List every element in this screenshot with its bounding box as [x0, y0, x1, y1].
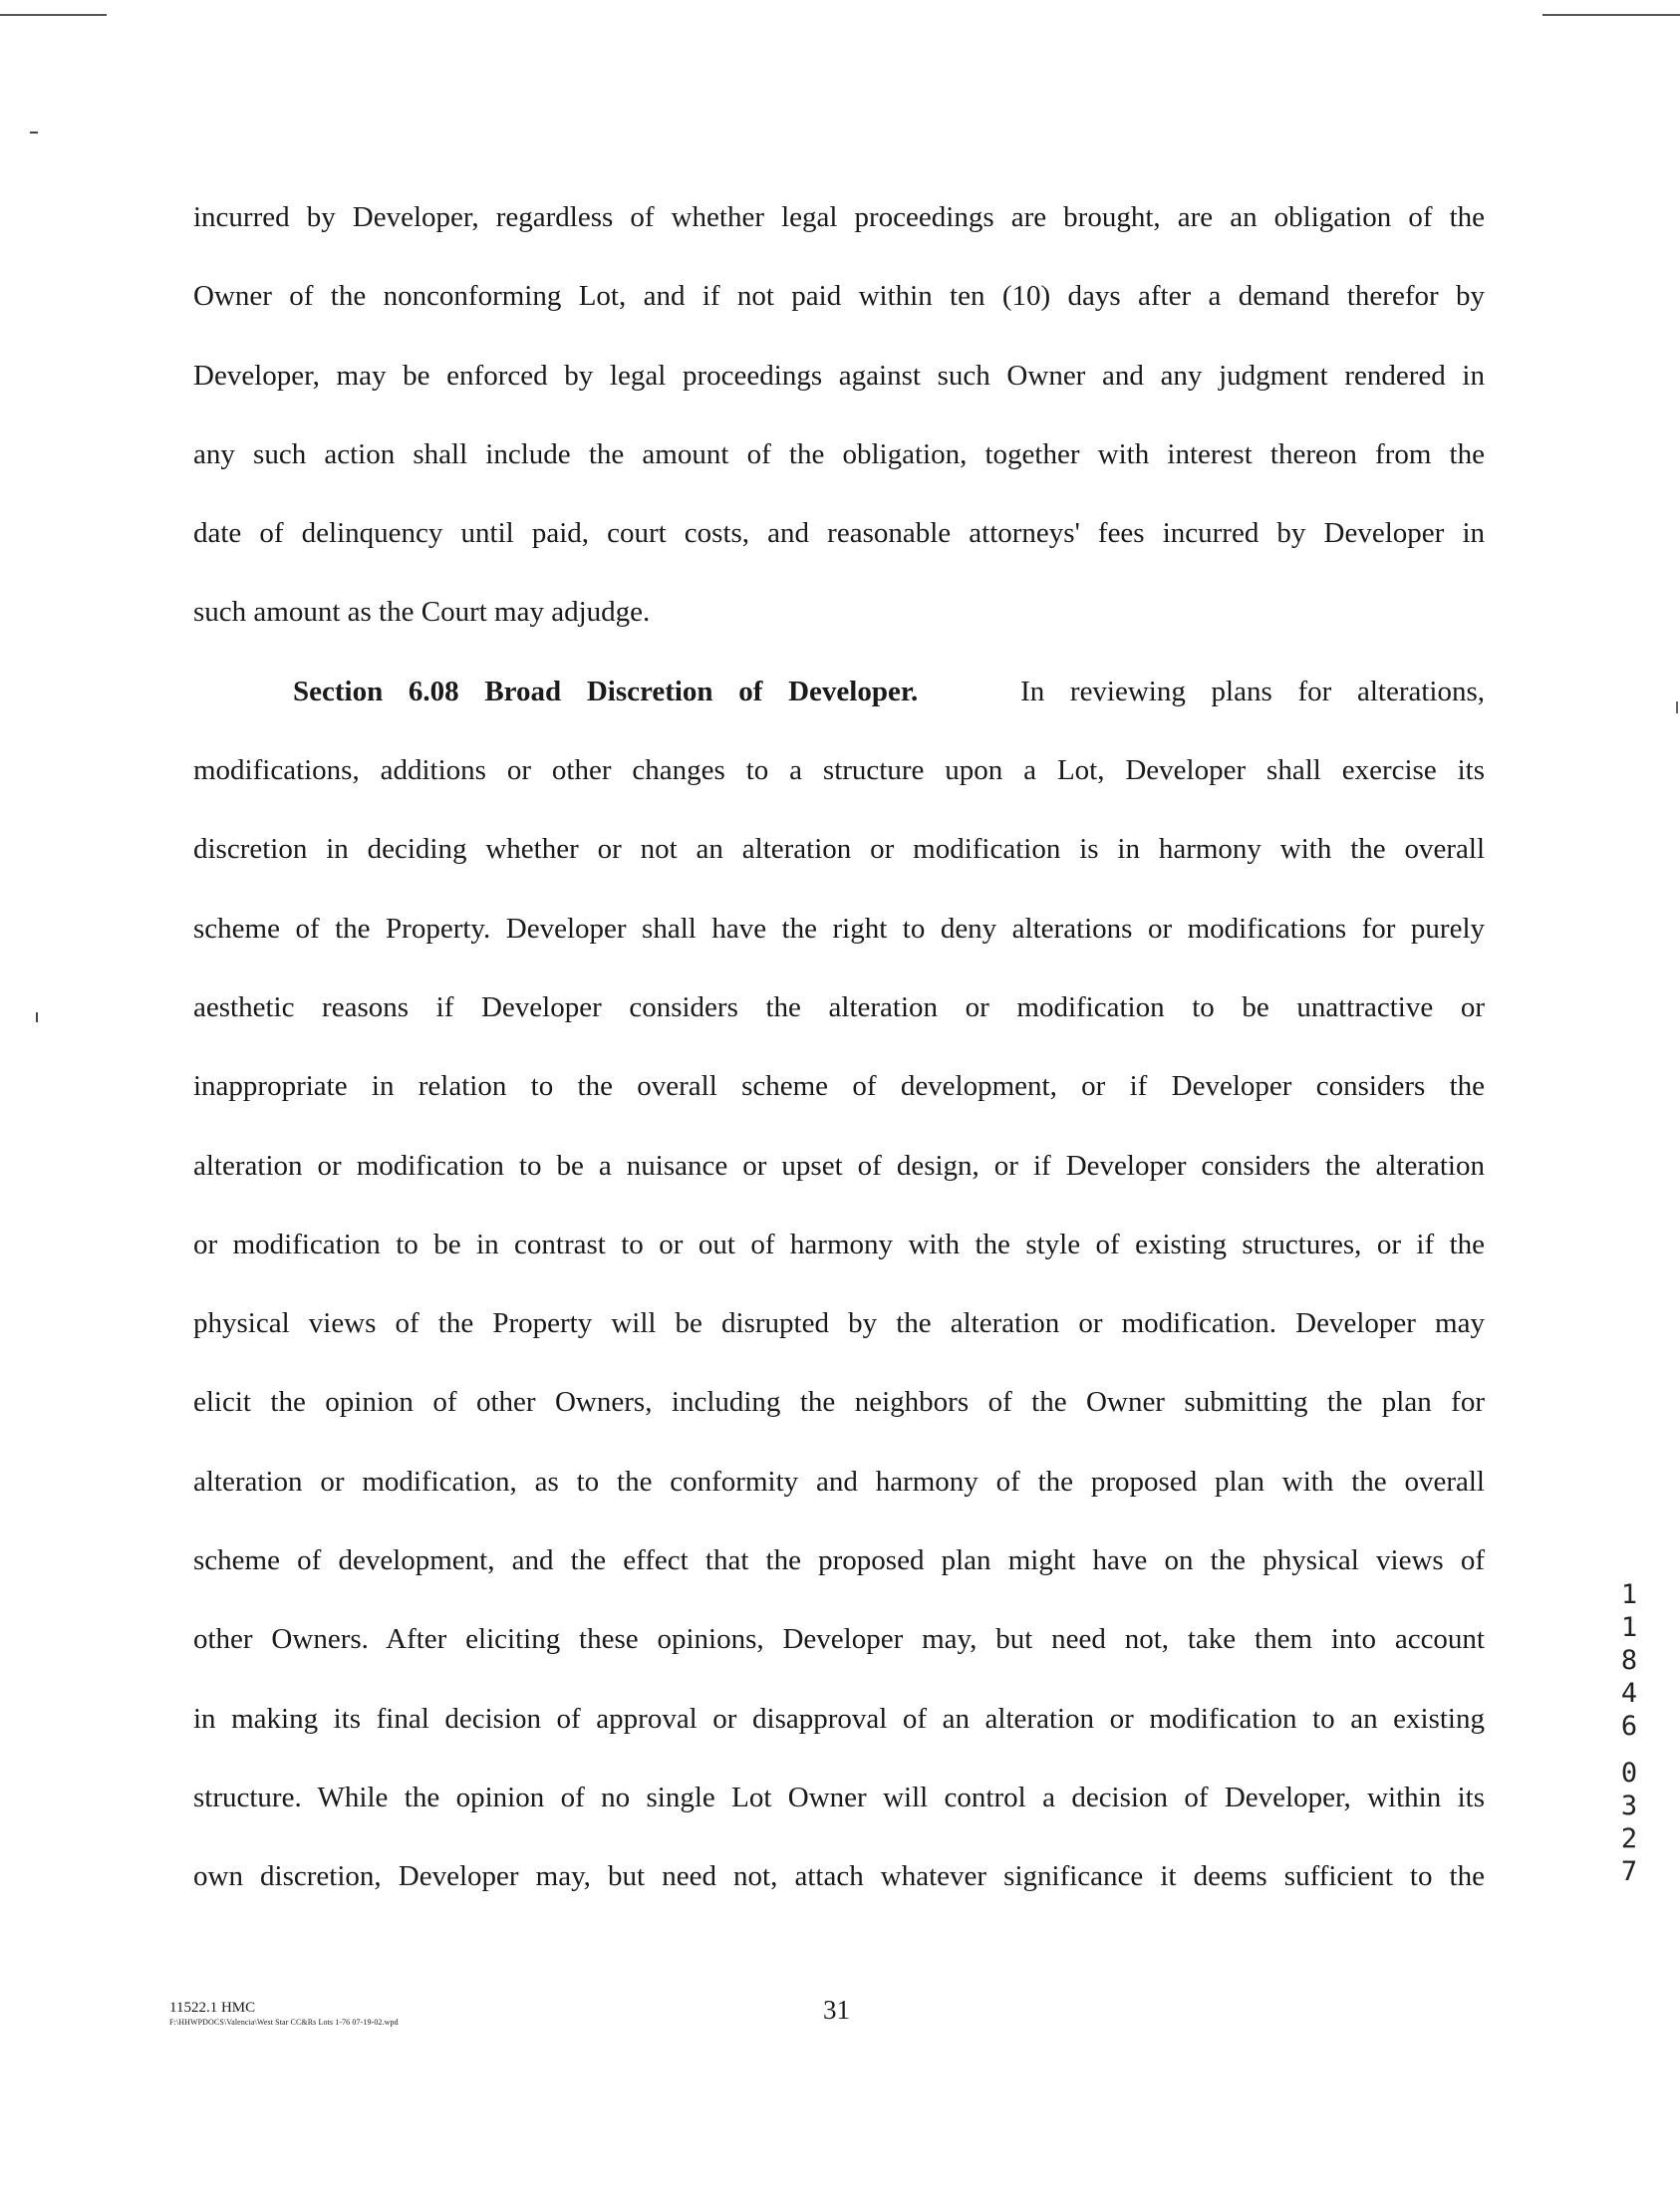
section-line: alteration or modification to be a nuisance or upset of design, or if Developer considers the alteration — [193, 1149, 1485, 1182]
section-line: discretion in deciding whether or not an alteration or modification is in harmony with the overall — [193, 833, 1485, 866]
section-line: other Owners. After eliciting these opinions, Developer may, but need not, take them into account — [193, 1623, 1485, 1656]
body-line: Developer, may be enforced by legal proceedings against such Owner and any judgment rendered in — [193, 359, 1485, 392]
page-number: 31 — [823, 1995, 850, 2025]
document-file-path: F:\HHWPDOCS\Valencia\West Star CC&Rs Lots 1-76 07-19-02.wpd — [169, 2018, 399, 2027]
stamp-digit: 1 — [1620, 1612, 1638, 1643]
body-line: such amount as the Court may adjudge. — [193, 596, 651, 629]
scan-mark — [36, 1012, 38, 1022]
stamp-digit: 1 — [1620, 1579, 1638, 1610]
margin-stamp-number — [1614, 1578, 1644, 1888]
scan-mark — [30, 132, 38, 134]
section-heading: Section 6.08 Broad Discretion of Developer. — [293, 675, 919, 707]
body-line: incurred by Developer, regardless of whether legal proceedings are brought, are an obligation of the — [193, 201, 1485, 233]
document-id: 11522.1 HMC — [169, 2000, 256, 2016]
stamp-digit: 2 — [1620, 1823, 1638, 1854]
section-line: elicit the opinion of other Owners, including the neighbors of the Owner submitting the plan for — [193, 1386, 1485, 1419]
section-line: inappropriate in relation to the overall scheme of development, or if Developer considers the — [193, 1070, 1485, 1103]
stamp-digit: 3 — [1620, 1791, 1638, 1821]
body-line: Owner of the nonconforming Lot, and if not paid within ten (10) days after a demand therefor by — [193, 280, 1485, 313]
stamp-digit: 6 — [1620, 1711, 1638, 1742]
section-first-line-text: In reviewing plans for alterations, — [1020, 675, 1485, 707]
footer-document-info — [169, 1999, 399, 2029]
section-line: or modification to be in contrast to or out of harmony with the style of existing structures, or if the — [193, 1228, 1485, 1260]
top-right-rule — [1542, 14, 1680, 16]
section-line: structure. While the opinion of no single Lot Owner will control a decision of Developer, within its — [193, 1781, 1485, 1813]
stamp-digit: 4 — [1620, 1678, 1638, 1709]
section-line: aesthetic reasons if Developer considers the alteration or modification to be unattractive or — [193, 990, 1485, 1023]
section-line: physical views of the Property will be disrupted by the alteration or modification. Developer may — [193, 1307, 1485, 1340]
body-line: any such action shall include the amount of the obligation, together with interest thereon from the — [193, 437, 1485, 470]
scan-mark — [1676, 701, 1678, 713]
section-line: in making its final decision of approval or disapproval of an alteration or modification to an existing — [193, 1702, 1485, 1735]
section-line: modifications, additions or other changes to a structure upon a Lot, Developer shall exercise its — [193, 754, 1485, 787]
section-first-line — [193, 660, 1485, 738]
stamp-digit: 8 — [1620, 1645, 1638, 1676]
section-line: scheme of the Property. Developer shall have the right to deny alterations or modifications for purely — [193, 912, 1485, 945]
section-line: scheme of development, and the effect that the proposed plan might have on the physical views of — [193, 1544, 1485, 1577]
stamp-gap — [1614, 1743, 1644, 1757]
stamp-digit: 7 — [1620, 1856, 1638, 1887]
body-line: date of delinquency until paid, court costs, and reasonable attorneys' fees incurred by Developer in — [193, 517, 1485, 550]
section-line: own discretion, Developer may, but need not, attach whatever significance it deems sufficient to the — [193, 1860, 1485, 1893]
top-left-rule — [0, 14, 107, 16]
section-line: alteration or modification, as to the conformity and harmony of the proposed plan with the overall — [193, 1465, 1485, 1498]
body-text — [193, 185, 1485, 1924]
stamp-digit: 0 — [1620, 1758, 1638, 1789]
